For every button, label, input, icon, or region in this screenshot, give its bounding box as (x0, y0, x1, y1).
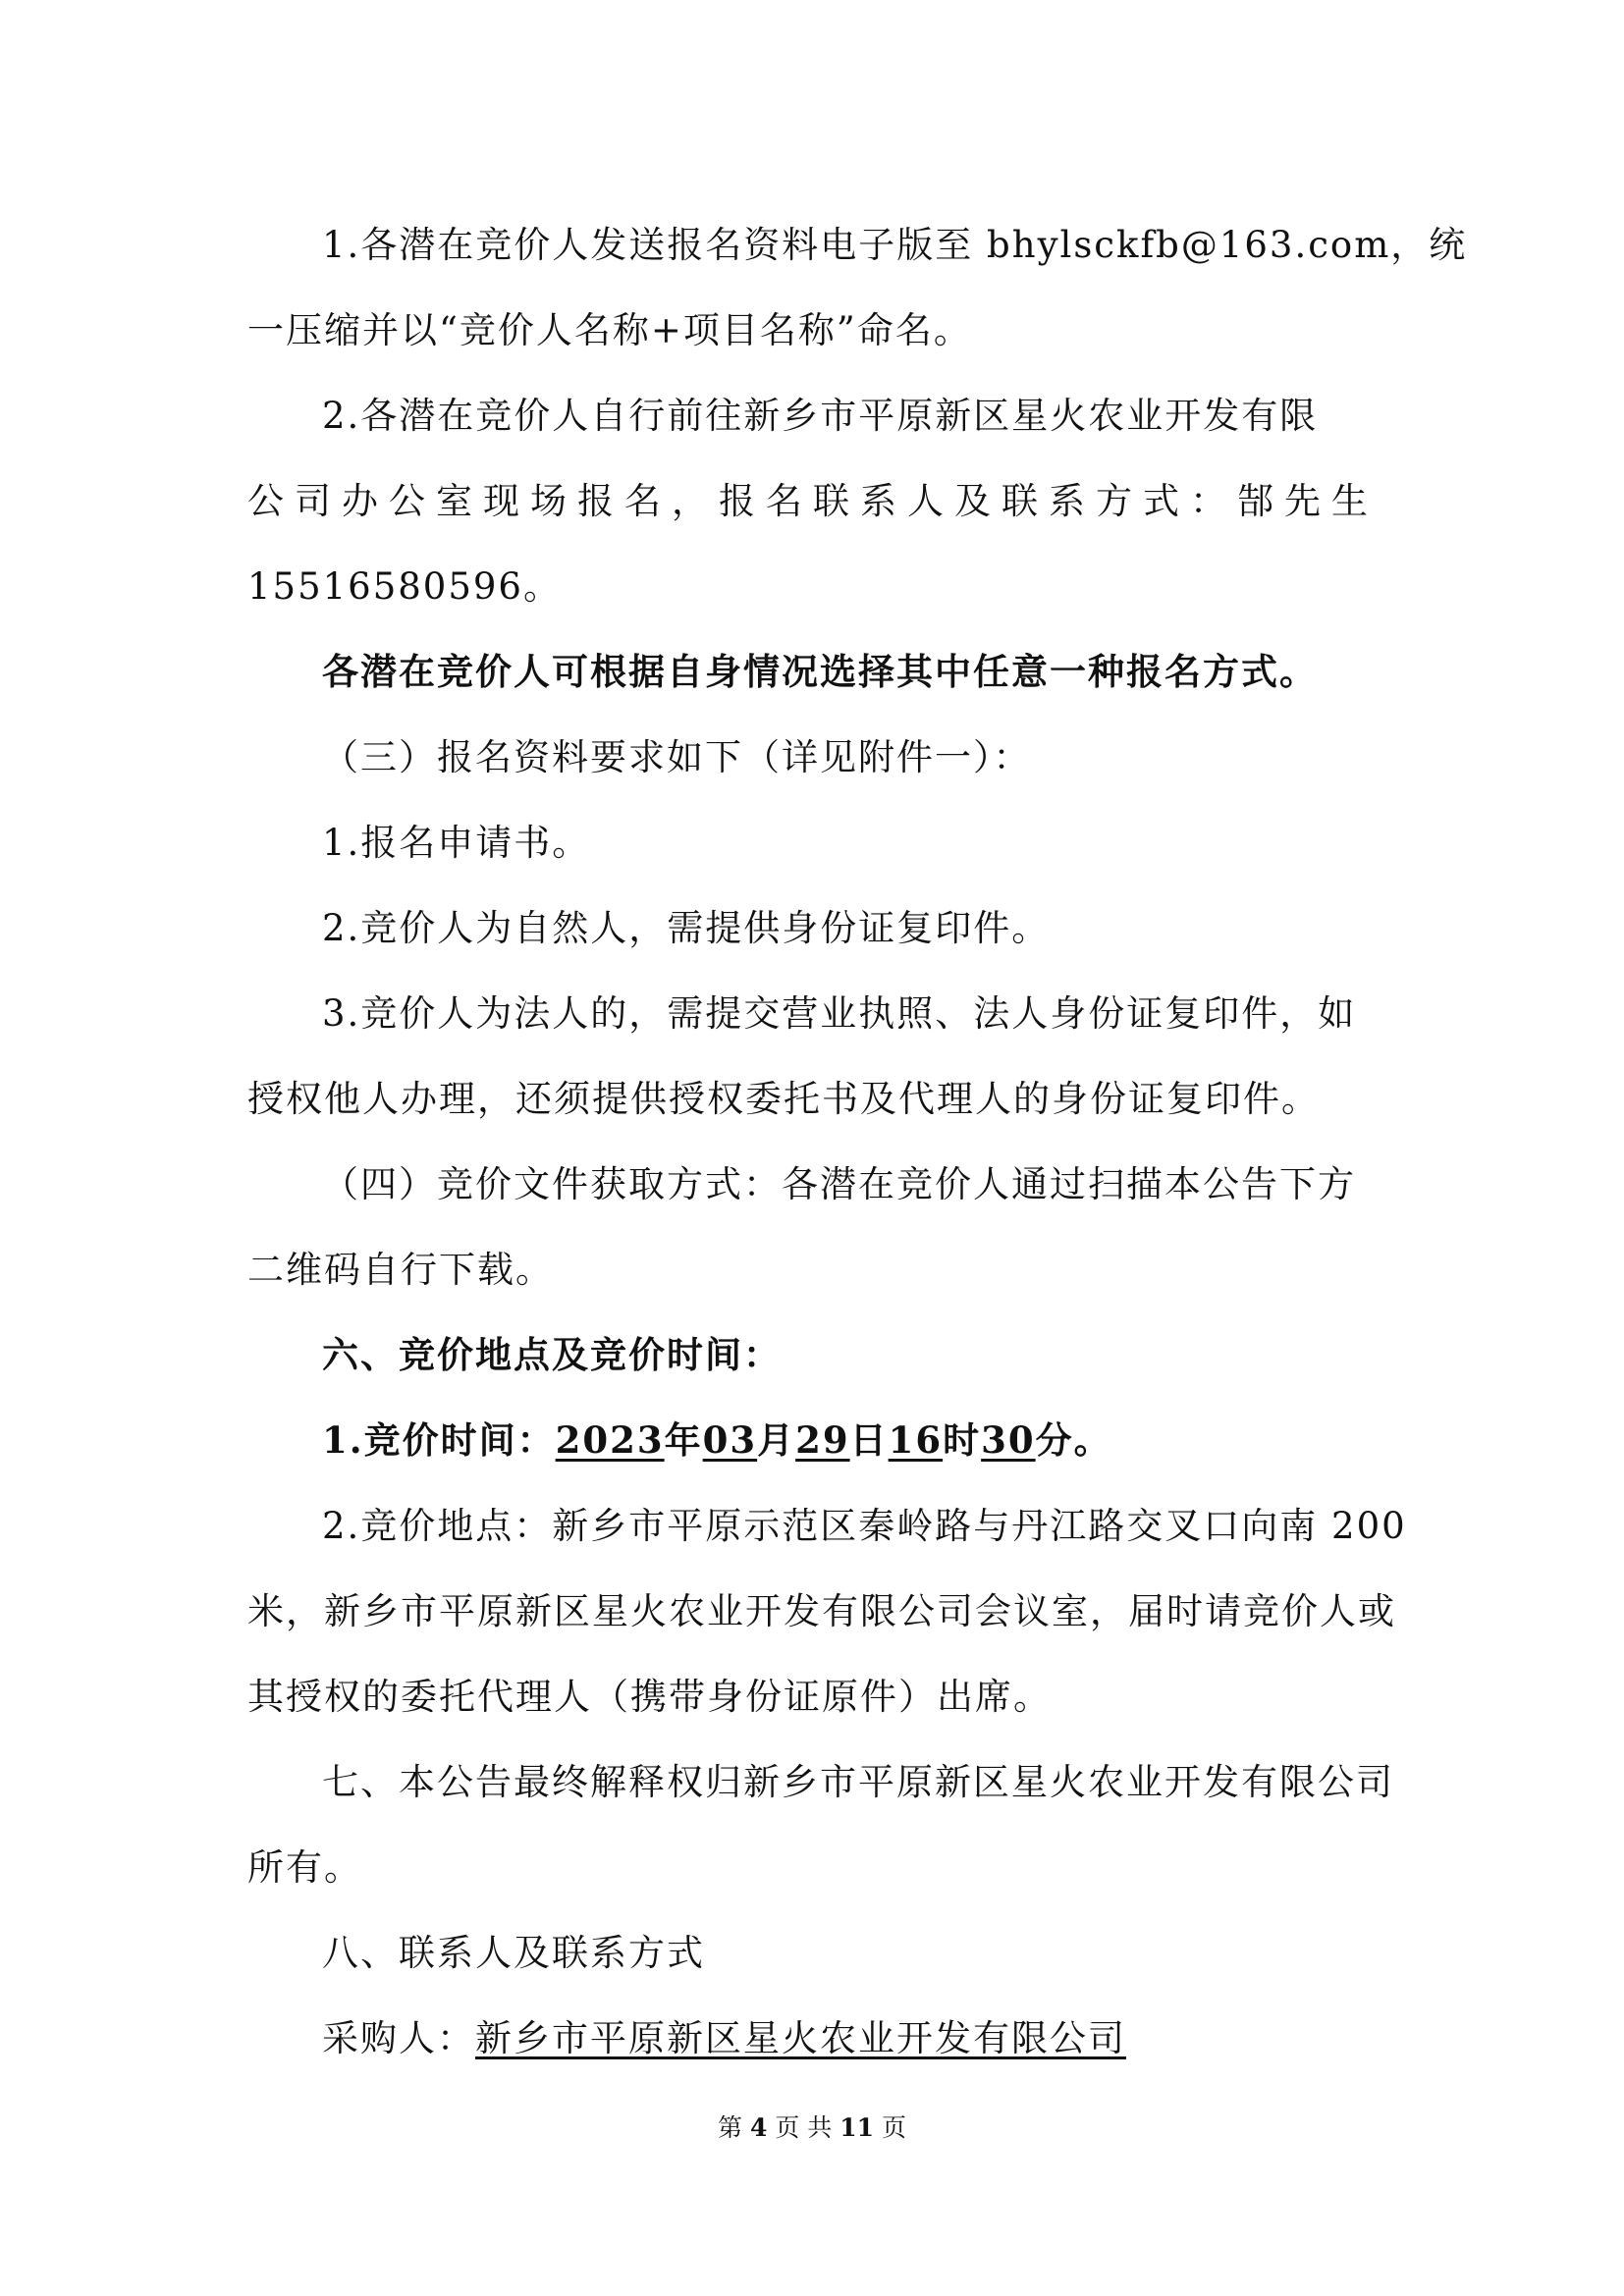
paragraph-buyer (322, 1996, 1463, 2081)
paragraph-onsite-line3: 15516580596。 (247, 565, 562, 608)
paragraph-bid-place-line1: 2.竞价地点：新乡市平原示范区秦岭路与丹江路交叉口向南 200 (322, 1505, 1407, 1547)
paragraph-download-line1: （四）竞价文件获取方式：各潜在竞价人通过扫描本公告下方 (322, 1163, 1356, 1205)
paragraph-legal-person-line2: 授权他人办理，还须提供授权委托书及代理人的身份证复印件。 (247, 1078, 1320, 1120)
bid-time-day: 29 (795, 1418, 850, 1462)
paragraph-bid-place-line3: 其授权的委托代理人（携带身份证原件）出席。 (247, 1676, 1052, 1718)
bid-time-year-unit: 年 (664, 1418, 703, 1462)
bid-time-day-unit: 日 (849, 1418, 889, 1462)
footer-middle: 页 共 (775, 2113, 833, 2142)
paragraph-application: 1.报名申请书。 (322, 822, 591, 864)
page-footer (0, 2109, 1624, 2148)
section-heading-eight: 八、联系人及联系方式 (322, 1932, 705, 1974)
paragraph-email-line1: 1.各潜在竞价人发送报名资料电子版至 bhylsckfb@163.com，统 (322, 224, 1468, 266)
bid-time-month-unit: 月 (757, 1418, 796, 1462)
paragraph-download-line2: 二维码自行下载。 (247, 1249, 554, 1291)
footer-total-pages: 11 (839, 2113, 875, 2142)
paragraph-natural-person: 2.竞价人为自然人，需提供身份证复印件。 (322, 907, 1051, 949)
bid-time-month: 03 (702, 1418, 758, 1462)
buyer-label: 采购人： (322, 2017, 475, 2059)
buyer-name: 新乡市平原新区星火农业开发有限公司 (475, 2017, 1126, 2059)
section-heading-six: 六、竞价地点及竞价时间： (322, 1333, 782, 1376)
paragraph-email-line2: 一压缩并以“竞价人名称+项目名称”命名。 (247, 309, 972, 351)
paragraph-interpretation-line2: 所有。 (247, 1846, 362, 1889)
bid-time-minute: 30 (981, 1418, 1036, 1462)
bid-time-year: 2023 (555, 1418, 665, 1462)
bid-time-hour: 16 (888, 1418, 944, 1462)
paragraph-bid-place-line2: 米，新乡市平原新区星火农业开发有限公司会议室，届时请竞价人或 (247, 1590, 1396, 1632)
paragraph-bid-time (322, 1398, 1463, 1483)
footer-suffix: 页 (881, 2113, 906, 2142)
paragraph-onsite-line2: 公司办公室现场报名，报名联系人及联系方式：郜先生 (247, 480, 1379, 522)
paragraph-choose-method: 各潜在竞价人可根据自身情况选择其中任意一种报名方式。 (322, 650, 1318, 693)
paragraph-materials-heading: （三）报名资料要求如下（详见附件一）： (322, 736, 1032, 778)
bid-time-hour-unit: 时 (943, 1418, 982, 1462)
bid-time-label: 1.竞价时间： (322, 1418, 556, 1462)
footer-prefix: 第 (718, 2113, 743, 2142)
footer-page-number: 4 (749, 2113, 768, 2142)
paragraph-onsite-line1: 2.各潜在竞价人自行前往新乡市平原新区星火农业开发有限 (322, 395, 1319, 437)
paragraph-interpretation-line1: 七、本公告最终解释权归新乡市平原新区星火农业开发有限公司 (322, 1761, 1394, 1803)
bid-time-minute-unit: 分。 (1035, 1418, 1112, 1462)
paragraph-legal-person-line1: 3.竞价人为法人的，需提交营业执照、法人身份证复印件，如 (322, 992, 1357, 1035)
